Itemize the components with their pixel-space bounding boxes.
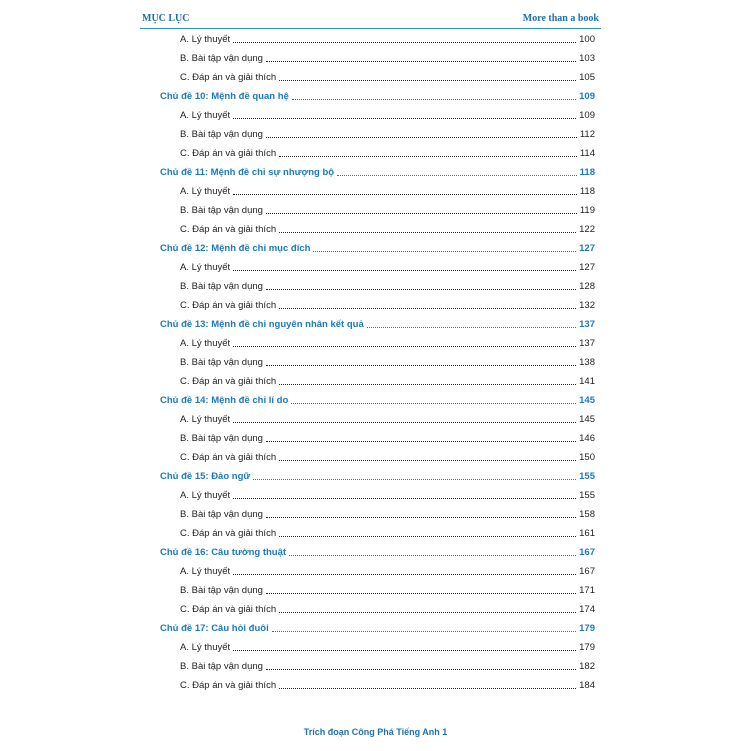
toc-entry-title: Chủ đề 14: Mệnh đề chỉ lí do	[160, 395, 289, 406]
toc-entry-title: A. Lý thuyết	[180, 490, 231, 501]
toc-entry-title: A. Lý thuyết	[180, 566, 231, 577]
toc-page-number: 119	[579, 205, 595, 216]
toc-entry-title: Chủ đề 12: Mệnh đề chỉ mục đích	[160, 243, 311, 254]
dot-leader	[233, 498, 576, 499]
toc-entry-title: B. Bài tập vận dụng	[180, 129, 263, 140]
toc-subsection-row	[160, 448, 595, 467]
toc-page-number: 109	[579, 91, 595, 102]
toc-page-number: 155	[579, 471, 595, 482]
dot-leader	[279, 232, 576, 233]
toc-page-number: 109	[579, 110, 595, 121]
dot-leader	[289, 555, 576, 556]
toc-entry-title: C. Đáp án và giải thích	[180, 528, 277, 539]
toc-chapter-row	[160, 467, 595, 486]
toc-entry-title: A. Lý thuyết	[180, 414, 231, 425]
toc-entry-title: A. Lý thuyết	[180, 262, 231, 273]
toc-page-number: 146	[579, 433, 595, 444]
dot-leader	[266, 289, 576, 290]
dot-leader	[279, 80, 576, 81]
dot-leader	[266, 213, 577, 214]
toc-page-number: 145	[579, 414, 595, 425]
toc-page-number: 182	[579, 661, 595, 672]
toc-page-number: 150	[579, 452, 595, 463]
toc-entry-title: B. Bài tập vận dụng	[180, 433, 263, 444]
dot-leader	[367, 327, 576, 328]
dot-leader	[313, 251, 576, 252]
toc-page-number: 158	[579, 509, 595, 520]
toc-subsection-row	[160, 144, 595, 163]
toc-chapter-row	[160, 87, 595, 106]
toc-page-number: 171	[579, 585, 595, 596]
toc-entry-title: A. Lý thuyết	[180, 34, 231, 45]
toc-subsection-row	[160, 334, 595, 353]
toc-entry-title: A. Lý thuyết	[180, 186, 231, 197]
toc-page-number: 174	[579, 604, 595, 615]
toc-subsection-row	[160, 296, 595, 315]
dot-leader	[266, 669, 576, 670]
header-section-title: MỤC LỤC	[142, 13, 190, 24]
dot-leader	[233, 42, 576, 43]
toc-entry-title: Chủ đề 11: Mệnh đề chỉ sự nhượng bộ	[160, 167, 335, 178]
dot-leader	[266, 137, 577, 138]
toc-subsection-row	[160, 486, 595, 505]
toc-page-number: 179	[579, 623, 595, 634]
toc-page-number: 167	[579, 566, 595, 577]
toc-subsection-row	[160, 182, 595, 201]
toc-subsection-row	[160, 201, 595, 220]
toc-page-number: 138	[579, 357, 595, 368]
toc-page-number: 141	[579, 376, 595, 387]
toc-entry-title: C. Đáp án và giải thích	[180, 224, 277, 235]
toc-page-number: 184	[579, 680, 595, 691]
toc-chapter-row	[160, 315, 595, 334]
toc-page-number: 114	[579, 148, 595, 159]
toc-chapter-row	[160, 239, 595, 258]
toc-page-number: 100	[579, 34, 595, 45]
toc-subsection-row	[160, 277, 595, 296]
dot-leader	[272, 631, 576, 632]
dot-leader	[279, 688, 576, 689]
toc-subsection-row	[160, 581, 595, 600]
toc-entry-title: C. Đáp án và giải thích	[180, 604, 277, 615]
dot-leader	[253, 479, 576, 480]
toc-entry-title: Chủ đề 10: Mệnh đề quan hệ	[160, 91, 289, 102]
dot-leader	[279, 612, 576, 613]
toc-page-number: 155	[579, 490, 595, 501]
toc-entry-title: B. Bài tập vận dụng	[180, 357, 263, 368]
dot-leader	[233, 270, 576, 271]
dot-leader	[337, 175, 577, 176]
toc-page-number: 127	[579, 262, 595, 273]
toc-entry-title: C. Đáp án và giải thích	[180, 680, 277, 691]
dot-leader	[279, 308, 576, 309]
toc-entry-title: B. Bài tập vận dụng	[180, 281, 263, 292]
dot-leader	[266, 593, 576, 594]
toc-entry-title: B. Bài tập vận dụng	[180, 585, 263, 596]
toc-subsection-row	[160, 353, 595, 372]
toc-entry-title: A. Lý thuyết	[180, 338, 231, 349]
page-header	[140, 12, 601, 29]
toc-subsection-row	[160, 410, 595, 429]
toc-entry-title: C. Đáp án và giải thích	[180, 376, 277, 387]
dot-leader	[233, 194, 577, 195]
table-of-contents	[160, 30, 595, 695]
toc-chapter-row	[160, 543, 595, 562]
toc-entry-title: B. Bài tập vận dụng	[180, 661, 263, 672]
toc-entry-title: C. Đáp án và giải thích	[180, 148, 277, 159]
toc-subsection-row	[160, 524, 595, 543]
toc-entry-title: B. Bài tập vận dụng	[180, 205, 263, 216]
toc-entry-title: C. Đáp án và giải thích	[180, 300, 277, 311]
toc-page-number: 103	[579, 53, 595, 64]
dot-leader	[233, 574, 576, 575]
dot-leader	[233, 422, 576, 423]
toc-entry-title: Chủ đề 17: Câu hỏi đuôi	[160, 623, 269, 634]
toc-chapter-row	[160, 619, 595, 638]
dot-leader	[266, 61, 576, 62]
toc-entry-title: B. Bài tập vận dụng	[180, 509, 263, 520]
toc-subsection-row	[160, 372, 595, 391]
toc-chapter-row	[160, 391, 595, 410]
toc-page-number: 161	[579, 528, 595, 539]
toc-page-number: 132	[579, 300, 595, 311]
page-footer: Trích đoạn Công Phá Tiếng Anh 1	[303, 727, 448, 737]
toc-subsection-row	[160, 657, 595, 676]
toc-subsection-row	[160, 676, 595, 695]
dot-leader	[266, 441, 576, 442]
toc-page-number: 179	[579, 642, 595, 653]
toc-page-number: 137	[579, 338, 595, 349]
toc-page-number: 118	[579, 186, 595, 197]
toc-subsection-row	[160, 30, 595, 49]
toc-subsection-row	[160, 258, 595, 277]
toc-page-number: 128	[579, 281, 595, 292]
toc-page-number: 118	[579, 167, 595, 178]
toc-subsection-row	[160, 220, 595, 239]
toc-subsection-row	[160, 125, 595, 144]
dot-leader	[279, 156, 577, 157]
dot-leader	[279, 460, 576, 461]
toc-page-number: 105	[579, 72, 595, 83]
toc-subsection-row	[160, 600, 595, 619]
toc-chapter-row	[160, 163, 595, 182]
toc-entry-title: Chủ đề 16: Câu tường thuật	[160, 547, 287, 558]
dot-leader	[233, 650, 576, 651]
toc-entry-title: Chủ đề 15: Đảo ngữ	[160, 471, 251, 482]
toc-page-number: 145	[579, 395, 595, 406]
toc-subsection-row	[160, 638, 595, 657]
toc-entry-title: A. Lý thuyết	[180, 642, 231, 653]
toc-subsection-row	[160, 562, 595, 581]
dot-leader	[233, 346, 576, 347]
toc-subsection-row	[160, 505, 595, 524]
dot-leader	[291, 403, 576, 404]
dot-leader	[266, 517, 576, 518]
dot-leader	[279, 536, 576, 537]
dot-leader	[279, 384, 576, 385]
toc-page-number: 122	[579, 224, 595, 235]
toc-page-number: 167	[579, 547, 595, 558]
toc-entry-title: C. Đáp án và giải thích	[180, 452, 277, 463]
toc-subsection-row	[160, 429, 595, 448]
toc-page-number: 112	[579, 129, 595, 140]
toc-subsection-row	[160, 68, 595, 87]
toc-subsection-row	[160, 106, 595, 125]
toc-entry-title: B. Bài tập vận dụng	[180, 53, 263, 64]
header-slogan: More than a book	[522, 13, 599, 24]
dot-leader	[266, 365, 576, 366]
dot-leader	[292, 99, 576, 100]
toc-page-number: 137	[579, 319, 595, 330]
toc-entry-title: Chủ đề 13: Mệnh đề chỉ nguyên nhân kết quả	[160, 319, 364, 330]
dot-leader	[233, 118, 576, 119]
toc-subsection-row	[160, 49, 595, 68]
toc-entry-title: A. Lý thuyết	[180, 110, 231, 121]
toc-page-number: 127	[579, 243, 595, 254]
toc-entry-title: C. Đáp án và giải thích	[180, 72, 277, 83]
